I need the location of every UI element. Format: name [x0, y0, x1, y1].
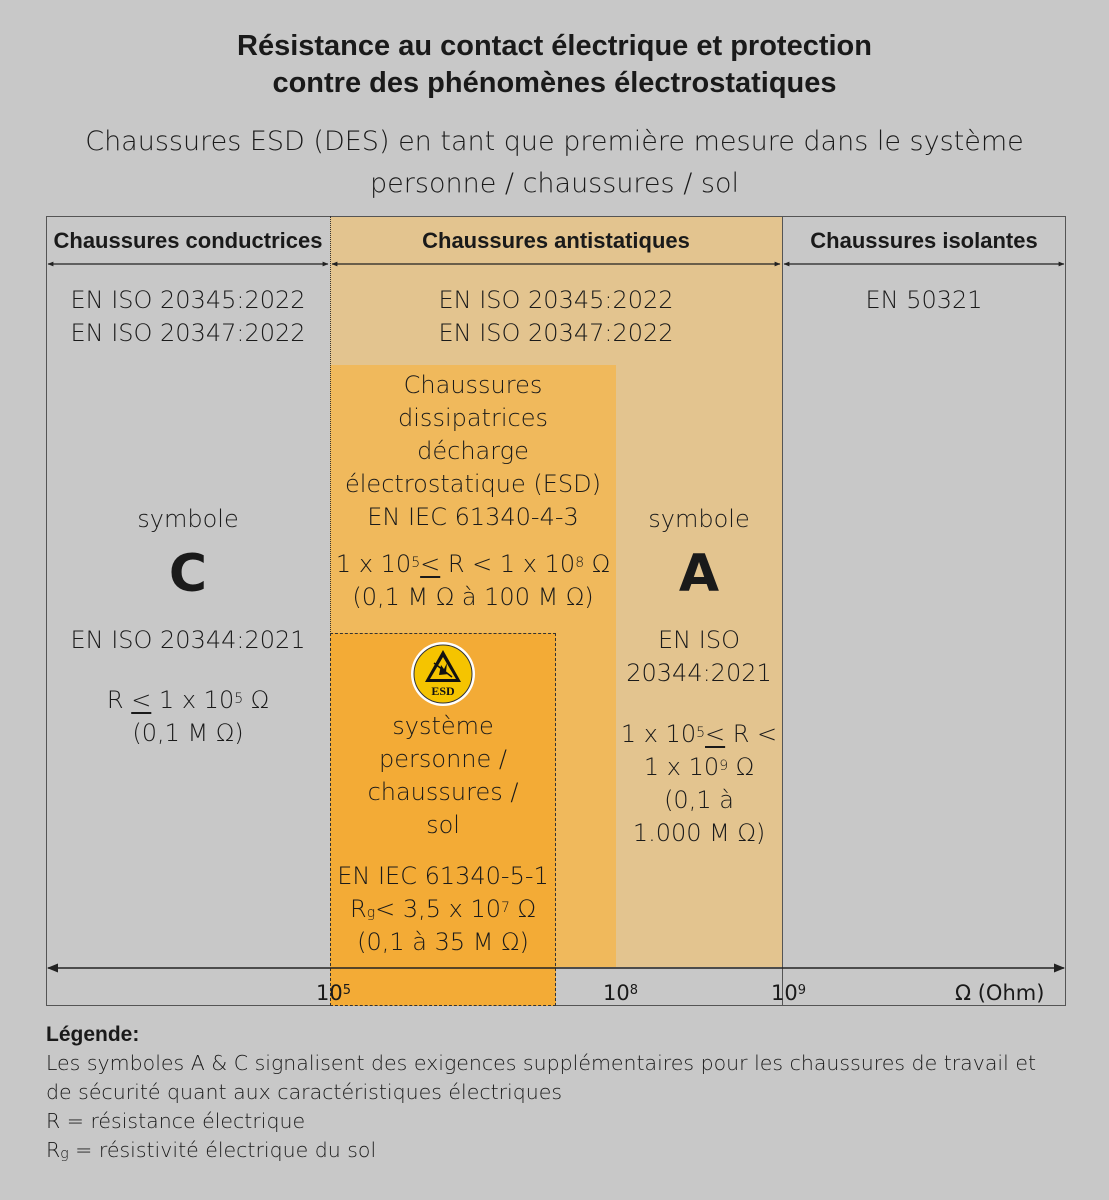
esd-resistance [330, 548, 616, 614]
antistatic-resistance-line-1: 1 x $10^5< R$ < [620, 720, 778, 748]
title-line-2: contre des phénomènes électrostatiques [272, 67, 837, 99]
legend-line-3: R = résistance électrique [46, 1109, 306, 1133]
esd-line-5: EN IEC 61340-4-3 [367, 503, 579, 531]
subtitle-line-1: Chaussures ESD (DES) en tant que première mesure dans le système [85, 126, 1024, 157]
legend-line-2: de sécurité quant aux caractéristiques électriques [46, 1080, 563, 1104]
esd-logo-text: ESD [431, 684, 455, 698]
antistatic-std-3-line-2: 20344:2021 [626, 659, 772, 687]
antistatic-standards [330, 284, 782, 350]
subtitle-line-2: personne / chaussures / sol [370, 168, 739, 199]
conductive-std-3: EN ISO 20344:2021 [70, 626, 306, 654]
legend-line-4: $R_g$ = résistivité électrique du sol [46, 1138, 377, 1162]
antistatic-std-3-line-1: EN ISO [658, 626, 740, 654]
insulating-std-1: EN 50321 [865, 286, 983, 314]
axis-tick-1e8: $10^8$ [603, 981, 639, 1005]
conductive-symbol-label: symbole [137, 505, 239, 533]
axis-unit: Ω (Ohm) [955, 981, 1045, 1005]
axis-tick-1e9: $10^9$ [771, 981, 807, 1005]
system-line-2: personne / [379, 745, 507, 773]
conductive-standards [46, 284, 330, 350]
system-rg-formula: $R_g< 3,5$ x $10^7$ Ω [350, 895, 536, 923]
symbol-c: C [168, 544, 208, 604]
system-line-3: chaussures / [367, 778, 519, 806]
esd-resistance-formula: 1 x $10^5< R < 1$ x $10^8$ Ω [335, 550, 611, 578]
esd-line-3: décharge [417, 437, 529, 465]
esd-line-1: Chaussures [403, 371, 543, 399]
conductive-resistance [46, 684, 330, 750]
system-std: EN IEC 61340-5-1 [337, 862, 549, 890]
header-conductive: Chaussures conductrices [53, 228, 323, 253]
legend-title: Légende: [46, 1023, 140, 1046]
conductive-std-1: EN ISO 20345:2022 [70, 286, 306, 314]
esd-line-2: dissipatrices [398, 404, 548, 432]
antistatic-std-3 [616, 624, 782, 690]
symbol-a: A [678, 544, 720, 604]
system-box-text [330, 710, 556, 842]
header-antistatic: Chaussures antistatiques [422, 228, 690, 253]
system-rg-mohm: (0,1 à 35 M Ω) [357, 928, 529, 956]
esd-warning-icon [410, 641, 476, 707]
antistatic-std-1: EN ISO 20345:2022 [438, 286, 674, 314]
title-line-1: Résistance au contact électrique et protection [237, 30, 872, 62]
antistatic-resistance-line-2: 1 x $10^9$ Ω [643, 753, 755, 781]
conductive-resistance-formula: R < 1 x $10^5$ Ω [106, 686, 270, 714]
conductive-resistance-mohm: (0,1 M Ω) [132, 719, 244, 747]
system-standard-block [324, 860, 562, 959]
antistatic-resistance [616, 718, 782, 850]
system-line-1: système [392, 712, 494, 740]
legend-line-1: Les symboles A & C signalisent des exigences supplémentaires pour les chaussures de travail et [46, 1051, 1036, 1075]
esd-resistance-mohm: (0,1 M Ω à 100 M Ω) [352, 583, 594, 611]
conductive-std-2: EN ISO 20347:2022 [70, 319, 306, 347]
header-insulating: Chaussures isolantes [810, 228, 1038, 253]
legend [46, 1020, 1086, 1165]
axis-tick-1e5: $10^5$ [316, 981, 352, 1005]
antistatic-resistance-line-3: (0,1 à [664, 786, 734, 814]
antistatic-symbol-label: symbole [648, 505, 750, 533]
antistatic-resistance-line-4: 1.000 M Ω) [632, 819, 766, 847]
system-line-4: sol [426, 811, 460, 839]
antistatic-std-2: EN ISO 20347:2022 [438, 319, 674, 347]
esd-line-4: électrostatique (ESD) [345, 470, 601, 498]
esd-box-text [330, 369, 616, 534]
